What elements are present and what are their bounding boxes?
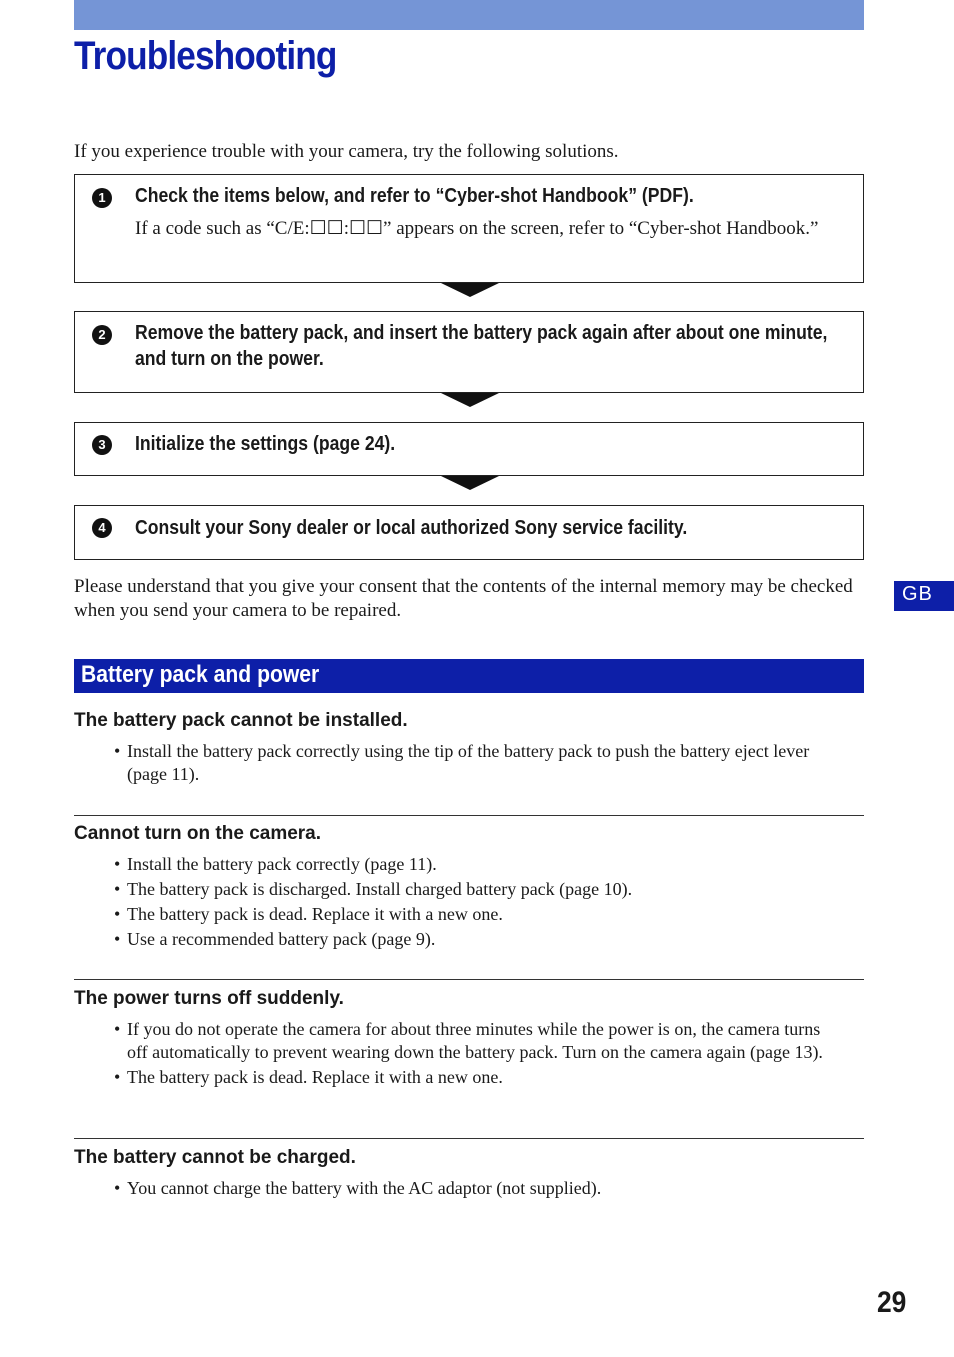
bullet-icon: • [114,929,121,949]
step-number-icon: 4 [92,518,112,538]
section-title: Battery pack and power [81,661,320,688]
intro-text: If you experience trouble with your camera, try the following solutions. [74,141,619,162]
bullet-icon: • [114,1067,121,1087]
trouble-heading: The power turns off suddenly. [74,988,344,1009]
consent-note: Please understand that you give your consent that the contents of the internal memory may be checked when you send your camera to be repaired. [74,576,853,621]
step-title: Remove the battery pack, and insert the battery pack again after about one minute, and turn on the power. [135,322,828,370]
language-tab [894,581,954,611]
trouble-heading: The battery cannot be charged. [74,1147,356,1168]
solution-item [74,903,864,926]
bullet-icon: • [114,1178,121,1198]
bullet-icon: • [114,1019,121,1039]
trouble-heading: Cannot turn on the camera. [74,823,322,844]
step-title: Consult your Sony dealer or local authorized Sony service facility. [135,517,688,539]
solution-text: If you do not operate the camera for about three minutes while the power is on, the camera turns off automatically to prevent wearing down the battery pack. Turn on the camera again (page 13). [127,1019,823,1062]
down-arrow-icon [441,476,499,490]
solution-list [74,853,864,951]
solution-item [74,928,864,951]
solution-text: The battery pack is dead. Replace it with a new one. [127,904,503,924]
step-number-icon: 1 [92,188,112,208]
step-box-3 [74,422,864,476]
step-number-icon: 3 [92,435,112,455]
solution-item [74,1177,864,1200]
step-number-icon: 2 [92,325,112,345]
step-title: Check the items below, and refer to “Cyber-shot Handbook” (PDF). [135,185,694,207]
solution-list [74,740,864,786]
down-arrow-icon [441,393,499,407]
down-arrow-icon [441,283,499,297]
trouble-item [74,709,864,788]
language-tab-label: GB [902,583,933,605]
solution-text: The battery pack is discharged. Install charged battery pack (page 10). [127,879,633,899]
step-title: Initialize the settings (page 24). [135,433,396,455]
bullet-icon: • [114,904,121,924]
solution-item [74,878,864,901]
solution-item [74,1018,864,1064]
trouble-item [74,1138,864,1202]
solution-text: Install the battery pack correctly (page 11). [127,854,437,874]
page-number: 29 [877,1286,907,1319]
step-body: If a code such as “C/E:☐☐:☐☐” appears on the screen, refer to “Cyber-shot Handbook.” [135,218,819,239]
solution-item [74,853,864,876]
trouble-item [74,815,864,953]
solution-text: Use a recommended battery pack (page 9). [127,929,436,949]
header-color-bar [74,0,864,30]
bullet-icon: • [114,854,121,874]
solution-text: The battery pack is dead. Replace it with a new one. [127,1067,503,1087]
solution-text: Install the battery pack correctly using the tip of the battery pack to push the battery eject lever (page 11). [127,741,810,784]
section-header [74,659,864,693]
solution-list [74,1177,864,1200]
step-box-4 [74,505,864,560]
trouble-item [74,979,864,1091]
solution-item [74,740,864,786]
trouble-heading: The battery pack cannot be installed. [74,710,408,731]
solution-item [74,1066,864,1089]
solution-text: You cannot charge the battery with the AC adaptor (not supplied). [127,1178,602,1198]
solution-list [74,1018,864,1089]
step-box-2 [74,311,864,393]
bullet-icon: • [114,741,121,761]
bullet-icon: • [114,879,121,899]
step-box-1 [74,174,864,283]
page-title: Troubleshooting [74,34,337,78]
